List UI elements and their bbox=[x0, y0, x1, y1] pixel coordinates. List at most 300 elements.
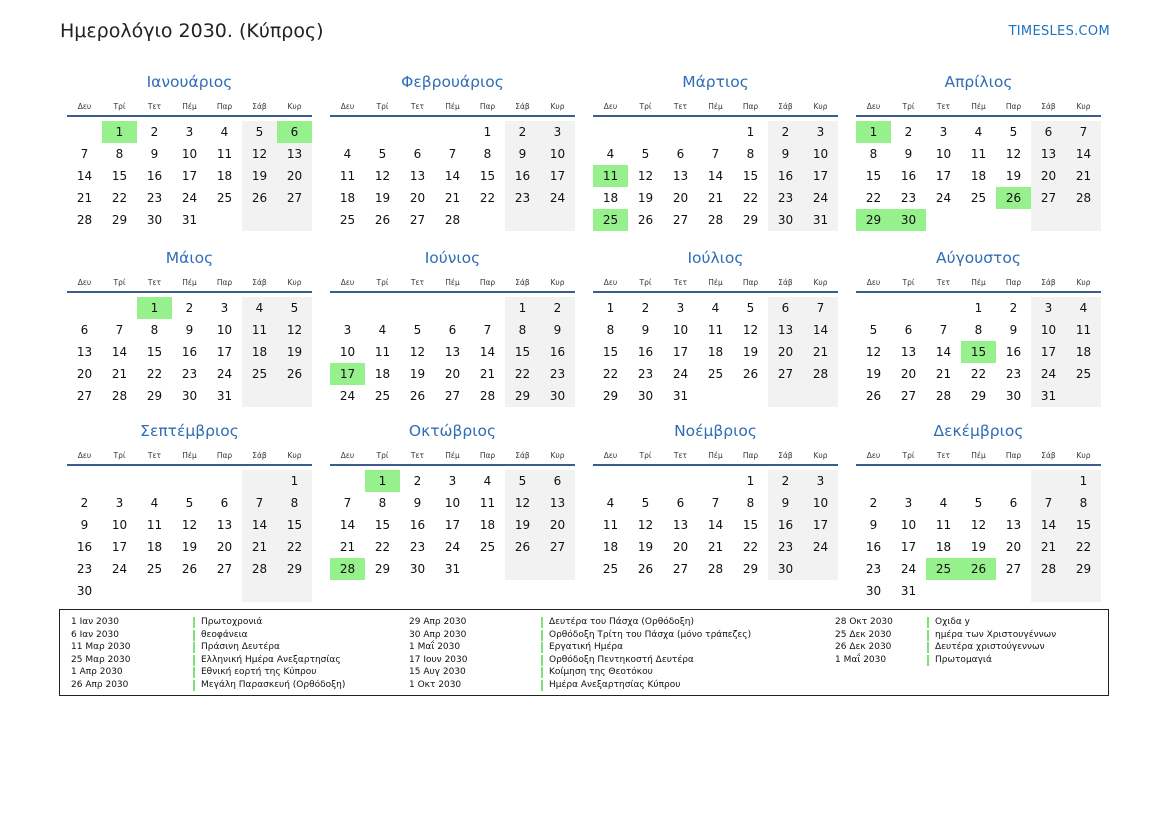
weekday-header: Τετ bbox=[147, 102, 162, 111]
day-cell: 15 bbox=[1066, 514, 1101, 536]
day-cell: 29 bbox=[505, 385, 540, 407]
day-cell: 28 bbox=[76, 213, 93, 227]
day-cell: 28 bbox=[444, 213, 461, 227]
day-cell: 26 bbox=[409, 389, 426, 403]
day-cell: 12 bbox=[409, 345, 426, 359]
day-cell: 3 bbox=[803, 121, 838, 143]
day-cell: 27 bbox=[444, 389, 461, 403]
day-cell: 12 bbox=[242, 143, 277, 165]
holiday-day: 17 bbox=[330, 363, 365, 385]
day-cell: 4 bbox=[343, 147, 352, 161]
day-cell: 5 bbox=[413, 323, 422, 337]
day-cell: 10 bbox=[216, 323, 233, 337]
day-cell: 16 bbox=[540, 341, 575, 363]
weekday-header: Παρ bbox=[479, 451, 496, 460]
day-cell: 10 bbox=[900, 518, 917, 532]
day-cell: 7 bbox=[711, 147, 720, 161]
day-cell: 6 bbox=[676, 496, 685, 510]
holiday-date: 30 Απρ 2030 bbox=[409, 629, 467, 640]
day-cell: 23 bbox=[505, 187, 540, 209]
day-cell: 16 bbox=[900, 169, 917, 183]
day-cell: 23 bbox=[768, 187, 803, 209]
day-cell: 8 bbox=[869, 147, 878, 161]
day-cell: 11 bbox=[935, 518, 952, 532]
day-cell: 16 bbox=[768, 165, 803, 187]
day-cell: 16 bbox=[76, 540, 93, 554]
weekday-header: Τρί bbox=[376, 278, 389, 287]
weekday-header: Τρί bbox=[113, 278, 126, 287]
day-cell: 19 bbox=[637, 540, 654, 554]
day-cell: 16 bbox=[146, 169, 163, 183]
day-cell: 10 bbox=[540, 143, 575, 165]
day-cell: 24 bbox=[339, 389, 356, 403]
day-cell: 29 bbox=[374, 562, 391, 576]
weekday-header: Σάβ bbox=[778, 102, 793, 111]
day-cell: 18 bbox=[602, 191, 619, 205]
day-cell: 22 bbox=[742, 540, 759, 554]
day-cell: 27 bbox=[1031, 187, 1066, 209]
weekday-header: Δευ bbox=[603, 102, 618, 111]
holiday-date: 15 Αυγ 2030 bbox=[409, 667, 466, 678]
weekday-header: Πέμ bbox=[182, 102, 197, 111]
weekday-header: Παρ bbox=[1005, 102, 1022, 111]
holiday-date: 6 Ιαν 2030 bbox=[71, 629, 119, 640]
day-cell: 26 bbox=[637, 562, 654, 576]
day-cell: 23 bbox=[768, 536, 803, 558]
weekday-header: Τετ bbox=[936, 278, 951, 287]
day-cell: 14 bbox=[1031, 514, 1066, 536]
holiday-date: 11 Μαρ 2030 bbox=[71, 642, 131, 653]
day-cell: 8 bbox=[277, 492, 312, 514]
day-cell: 20 bbox=[672, 191, 689, 205]
day-cell: 14 bbox=[935, 345, 952, 359]
weekday-header: Πέμ bbox=[971, 102, 986, 111]
day-cell: 19 bbox=[181, 540, 198, 554]
day-cell: 21 bbox=[111, 367, 128, 381]
holiday-name: θεοφάνεια bbox=[193, 630, 248, 641]
weekday-header: Δευ bbox=[866, 278, 881, 287]
day-cell: 4 bbox=[606, 147, 615, 161]
holiday-name: Μεγάλη Παρασκευή (Ορθόδοξη) bbox=[193, 680, 345, 691]
day-cell: 20 bbox=[216, 540, 233, 554]
day-cell: 30 bbox=[540, 385, 575, 407]
day-cell: 10 bbox=[444, 496, 461, 510]
day-cell: 10 bbox=[339, 345, 356, 359]
day-cell: 16 bbox=[505, 165, 540, 187]
day-cell: 3 bbox=[448, 474, 457, 488]
weekday-header: Τετ bbox=[673, 278, 688, 287]
weekday-header: Πέμ bbox=[445, 102, 460, 111]
weekday-header: Σάβ bbox=[778, 451, 793, 460]
day-cell: 13 bbox=[444, 345, 461, 359]
day-cell: 8 bbox=[115, 147, 124, 161]
day-cell: 7 bbox=[483, 323, 492, 337]
holiday-date: 25 Δεκ 2030 bbox=[835, 629, 892, 640]
weekday-header: Παρ bbox=[216, 278, 233, 287]
day-cell: 12 bbox=[277, 319, 312, 341]
day-cell: 25 bbox=[216, 191, 233, 205]
day-cell: 11 bbox=[707, 323, 724, 337]
day-cell: 19 bbox=[505, 514, 540, 536]
day-cell: 24 bbox=[935, 191, 952, 205]
day-cell: 31 bbox=[672, 389, 689, 403]
day-cell: 15 bbox=[742, 169, 759, 183]
day-cell: 21 bbox=[935, 367, 952, 381]
weekday-header: Τετ bbox=[410, 278, 425, 287]
day-cell: 7 bbox=[80, 147, 89, 161]
holiday-name: Οχιδα y bbox=[927, 617, 970, 628]
holiday-date: 28 Οκτ 2030 bbox=[835, 617, 893, 627]
holiday-day: 28 bbox=[330, 558, 365, 580]
weekend-cell bbox=[803, 558, 838, 580]
day-cell: 29 bbox=[970, 389, 987, 403]
weekday-header: Παρ bbox=[1005, 451, 1022, 460]
weekend-cell bbox=[242, 580, 277, 602]
weekday-header: Δευ bbox=[340, 102, 355, 111]
day-cell: 15 bbox=[146, 345, 163, 359]
weekend-cell bbox=[277, 209, 312, 231]
holiday-date: 1 Ιαν 2030 bbox=[71, 617, 119, 627]
day-cell: 13 bbox=[409, 169, 426, 183]
weekday-header: Τρί bbox=[113, 102, 126, 111]
day-cell: 21 bbox=[803, 341, 838, 363]
holiday-name: Ελληνική Ημέρα Ανεξαρτησίας bbox=[193, 655, 341, 666]
weekday-header: Κυρ bbox=[550, 451, 565, 460]
day-cell: 30 bbox=[76, 584, 93, 598]
day-cell: 27 bbox=[540, 536, 575, 558]
page-title: Ημερολόγιο 2030. (Κύπρος) bbox=[60, 20, 324, 42]
day-cell: 13 bbox=[216, 518, 233, 532]
weekday-header: Παρ bbox=[742, 278, 759, 287]
day-cell: 16 bbox=[865, 540, 882, 554]
weekend-cell bbox=[242, 209, 277, 231]
day-cell: 29 bbox=[146, 389, 163, 403]
weekday-header: Δευ bbox=[340, 451, 355, 460]
day-cell: 31 bbox=[216, 389, 233, 403]
day-cell: 3 bbox=[185, 125, 194, 139]
day-cell: 7 bbox=[242, 492, 277, 514]
day-cell: 4 bbox=[242, 297, 277, 319]
weekday-header: Τρί bbox=[113, 451, 126, 460]
weekday-header: Κυρ bbox=[1076, 451, 1091, 460]
day-cell: 16 bbox=[768, 514, 803, 536]
day-cell: 24 bbox=[444, 540, 461, 554]
day-cell: 5 bbox=[1009, 125, 1018, 139]
day-cell: 25 bbox=[339, 213, 356, 227]
day-cell: 16 bbox=[637, 345, 654, 359]
brand-link[interactable]: TIMESLES.COM bbox=[1008, 24, 1110, 39]
day-cell: 28 bbox=[111, 389, 128, 403]
day-cell: 23 bbox=[1005, 367, 1022, 381]
day-cell: 17 bbox=[900, 540, 917, 554]
day-cell: 17 bbox=[216, 345, 233, 359]
day-cell: 18 bbox=[602, 540, 619, 554]
day-cell: 1 bbox=[483, 125, 492, 139]
day-cell: 9 bbox=[768, 143, 803, 165]
weekday-header: Πέμ bbox=[445, 278, 460, 287]
day-cell: 18 bbox=[707, 345, 724, 359]
weekday-header: Κυρ bbox=[1076, 102, 1091, 111]
day-cell: 27 bbox=[768, 363, 803, 385]
day-cell: 20 bbox=[768, 341, 803, 363]
day-cell: 25 bbox=[707, 367, 724, 381]
day-cell: 12 bbox=[970, 518, 987, 532]
day-cell: 31 bbox=[1031, 385, 1066, 407]
weekend-cell bbox=[1066, 209, 1101, 231]
day-cell: 5 bbox=[378, 147, 387, 161]
day-cell: 13 bbox=[277, 143, 312, 165]
day-cell: 29 bbox=[1066, 558, 1101, 580]
holiday-day: 1 bbox=[365, 470, 400, 492]
header-divider bbox=[593, 291, 838, 293]
day-cell: 14 bbox=[339, 518, 356, 532]
day-cell: 13 bbox=[1031, 143, 1066, 165]
day-cell: 28 bbox=[1031, 558, 1066, 580]
weekend-cell bbox=[1066, 385, 1101, 407]
day-cell: 8 bbox=[974, 323, 983, 337]
day-cell: 15 bbox=[111, 169, 128, 183]
weekday-header: Τρί bbox=[639, 451, 652, 460]
month-title: Ιούνιος bbox=[424, 249, 481, 267]
holiday-day: 1 bbox=[856, 121, 891, 143]
day-cell: 6 bbox=[80, 323, 89, 337]
day-cell: 24 bbox=[111, 562, 128, 576]
holiday-name: Εθνική εορτή της Κύπρου bbox=[193, 667, 316, 678]
day-cell: 15 bbox=[479, 169, 496, 183]
weekday-header: Πέμ bbox=[445, 451, 460, 460]
day-cell: 17 bbox=[540, 165, 575, 187]
weekday-header: Τετ bbox=[147, 451, 162, 460]
day-cell: 29 bbox=[742, 213, 759, 227]
holiday-name: Κοίμηση της Θεοτόκου bbox=[541, 667, 653, 678]
weekday-header: Πέμ bbox=[708, 102, 723, 111]
weekend-cell bbox=[1031, 209, 1066, 231]
day-cell: 9 bbox=[150, 147, 159, 161]
day-cell: 10 bbox=[803, 492, 838, 514]
weekday-header: Δευ bbox=[77, 102, 92, 111]
day-cell: 22 bbox=[865, 191, 882, 205]
day-cell: 26 bbox=[242, 187, 277, 209]
weekday-header: Κυρ bbox=[813, 278, 828, 287]
day-cell: 24 bbox=[181, 191, 198, 205]
weekday-header: Τρί bbox=[902, 451, 915, 460]
day-cell: 27 bbox=[1005, 562, 1022, 576]
weekday-header: Τρί bbox=[639, 278, 652, 287]
day-cell: 25 bbox=[479, 540, 496, 554]
day-cell: 8 bbox=[606, 323, 615, 337]
weekday-header: Κυρ bbox=[287, 278, 302, 287]
day-cell: 14 bbox=[803, 319, 838, 341]
weekend-cell bbox=[505, 558, 540, 580]
weekday-header: Σάβ bbox=[252, 451, 267, 460]
day-cell: 19 bbox=[409, 367, 426, 381]
day-cell: 20 bbox=[76, 367, 93, 381]
month-title: Ιανουάριος bbox=[146, 73, 233, 91]
day-cell: 9 bbox=[641, 323, 650, 337]
day-cell: 30 bbox=[146, 213, 163, 227]
weekday-header: Τετ bbox=[410, 451, 425, 460]
day-cell: 1 bbox=[1066, 470, 1101, 492]
weekday-header: Παρ bbox=[216, 102, 233, 111]
day-cell: 21 bbox=[479, 367, 496, 381]
day-cell: 2 bbox=[150, 125, 159, 139]
holiday-day: 30 bbox=[891, 209, 926, 231]
day-cell: 2 bbox=[413, 474, 422, 488]
weekend-cell bbox=[242, 470, 277, 492]
weekday-header: Τρί bbox=[639, 102, 652, 111]
holiday-date: 29 Απρ 2030 bbox=[409, 617, 467, 627]
day-cell: 1 bbox=[746, 474, 755, 488]
day-cell: 15 bbox=[742, 518, 759, 532]
day-cell: 12 bbox=[374, 169, 391, 183]
day-cell: 3 bbox=[1031, 297, 1066, 319]
holiday-date: 1 Μαΐ 2030 bbox=[409, 642, 461, 653]
day-cell: 14 bbox=[707, 518, 724, 532]
holiday-day: 1 bbox=[102, 121, 137, 143]
day-cell: 11 bbox=[339, 169, 356, 183]
day-cell: 12 bbox=[181, 518, 198, 532]
day-cell: 21 bbox=[339, 540, 356, 554]
day-cell: 9 bbox=[540, 319, 575, 341]
day-cell: 6 bbox=[676, 147, 685, 161]
holiday-day: 11 bbox=[593, 165, 628, 187]
day-cell: 17 bbox=[935, 169, 952, 183]
day-cell: 10 bbox=[935, 147, 952, 161]
day-cell: 9 bbox=[768, 492, 803, 514]
day-cell: 27 bbox=[216, 562, 233, 576]
weekday-header: Κυρ bbox=[287, 451, 302, 460]
weekday-header: Δευ bbox=[866, 451, 881, 460]
day-cell: 17 bbox=[803, 514, 838, 536]
month-title: Ιούλιος bbox=[687, 249, 744, 267]
day-cell: 18 bbox=[1066, 341, 1101, 363]
header-divider bbox=[856, 115, 1101, 117]
weekday-header: Σάβ bbox=[1041, 451, 1056, 460]
day-cell: 17 bbox=[672, 345, 689, 359]
weekend-cell bbox=[1031, 580, 1066, 602]
day-cell: 16 bbox=[1005, 345, 1022, 359]
weekday-header: Παρ bbox=[479, 278, 496, 287]
weekend-cell bbox=[540, 558, 575, 580]
weekday-header: Σάβ bbox=[252, 278, 267, 287]
day-cell: 2 bbox=[80, 496, 89, 510]
day-cell: 4 bbox=[939, 496, 948, 510]
weekday-header: Πέμ bbox=[708, 451, 723, 460]
holiday-name: Πρωτοχρονιά bbox=[193, 617, 262, 628]
month-title: Δεκέμβριος bbox=[933, 422, 1024, 440]
day-cell: 23 bbox=[409, 540, 426, 554]
day-cell: 20 bbox=[540, 514, 575, 536]
day-cell: 22 bbox=[479, 191, 496, 205]
holiday-day: 15 bbox=[961, 341, 996, 363]
day-cell: 18 bbox=[216, 169, 233, 183]
day-cell: 14 bbox=[444, 169, 461, 183]
weekday-header: Πέμ bbox=[182, 451, 197, 460]
day-cell: 30 bbox=[637, 389, 654, 403]
day-cell: 19 bbox=[1005, 169, 1022, 183]
header-divider bbox=[67, 291, 312, 293]
day-cell: 23 bbox=[146, 191, 163, 205]
day-cell: 14 bbox=[76, 169, 93, 183]
day-cell: 2 bbox=[641, 301, 650, 315]
holiday-name: ημέρα των Χριστουγέννων bbox=[927, 630, 1056, 641]
day-cell: 25 bbox=[1066, 363, 1101, 385]
day-cell: 3 bbox=[220, 301, 229, 315]
day-cell: 19 bbox=[742, 345, 759, 359]
day-cell: 22 bbox=[277, 536, 312, 558]
weekday-header: Δευ bbox=[77, 451, 92, 460]
day-cell: 26 bbox=[742, 367, 759, 381]
weekend-cell bbox=[803, 385, 838, 407]
day-cell: 12 bbox=[1005, 147, 1022, 161]
day-cell: 10 bbox=[181, 147, 198, 161]
day-cell: 22 bbox=[970, 367, 987, 381]
day-cell: 22 bbox=[505, 363, 540, 385]
holiday-name: Ορθόδοξη Τρίτη του Πάσχα (μόνο τράπεζες) bbox=[541, 630, 751, 641]
day-cell: 30 bbox=[1005, 389, 1022, 403]
day-cell: 11 bbox=[374, 345, 391, 359]
weekday-header: Κυρ bbox=[550, 278, 565, 287]
weekday-header: Κυρ bbox=[287, 102, 302, 111]
holiday-name: Πράσινη Δευτέρα bbox=[193, 642, 280, 653]
day-cell: 1 bbox=[505, 297, 540, 319]
weekday-header: Παρ bbox=[216, 451, 233, 460]
day-cell: 2 bbox=[505, 121, 540, 143]
weekday-header: Τρί bbox=[376, 451, 389, 460]
day-cell: 14 bbox=[111, 345, 128, 359]
weekend-cell bbox=[277, 385, 312, 407]
day-cell: 20 bbox=[1031, 165, 1066, 187]
header-divider bbox=[593, 464, 838, 466]
holiday-date: 1 Απρ 2030 bbox=[71, 667, 123, 678]
month-title: Απρίλιος bbox=[944, 73, 1013, 91]
day-cell: 3 bbox=[939, 125, 948, 139]
day-cell: 12 bbox=[637, 169, 654, 183]
day-cell: 19 bbox=[277, 341, 312, 363]
day-cell: 17 bbox=[444, 518, 461, 532]
holiday-name: Εργατική Ημέρα bbox=[541, 642, 623, 653]
weekday-header: Κυρ bbox=[813, 451, 828, 460]
day-cell: 24 bbox=[900, 562, 917, 576]
day-cell: 18 bbox=[339, 191, 356, 205]
weekday-header: Σάβ bbox=[1041, 278, 1056, 287]
day-cell: 13 bbox=[672, 518, 689, 532]
day-cell: 6 bbox=[220, 496, 229, 510]
day-cell: 29 bbox=[602, 389, 619, 403]
day-cell: 25 bbox=[970, 191, 987, 205]
weekday-header: Τετ bbox=[673, 102, 688, 111]
header-divider bbox=[67, 115, 312, 117]
weekend-cell bbox=[277, 580, 312, 602]
weekday-header: Δευ bbox=[603, 278, 618, 287]
day-cell: 28 bbox=[935, 389, 952, 403]
day-cell: 4 bbox=[974, 125, 983, 139]
weekend-cell bbox=[505, 209, 540, 231]
weekend-cell bbox=[242, 385, 277, 407]
holiday-date: 17 Ιουν 2030 bbox=[409, 654, 468, 665]
day-cell: 28 bbox=[707, 562, 724, 576]
day-cell: 2 bbox=[540, 297, 575, 319]
day-cell: 6 bbox=[1031, 121, 1066, 143]
day-cell: 11 bbox=[479, 496, 496, 510]
day-cell: 21 bbox=[242, 536, 277, 558]
day-cell: 30 bbox=[409, 562, 426, 576]
day-cell: 12 bbox=[637, 518, 654, 532]
day-cell: 19 bbox=[242, 165, 277, 187]
month-title: Μάιος bbox=[165, 249, 214, 267]
day-cell: 6 bbox=[1009, 496, 1018, 510]
month-title: Αύγουστος bbox=[936, 249, 1021, 267]
